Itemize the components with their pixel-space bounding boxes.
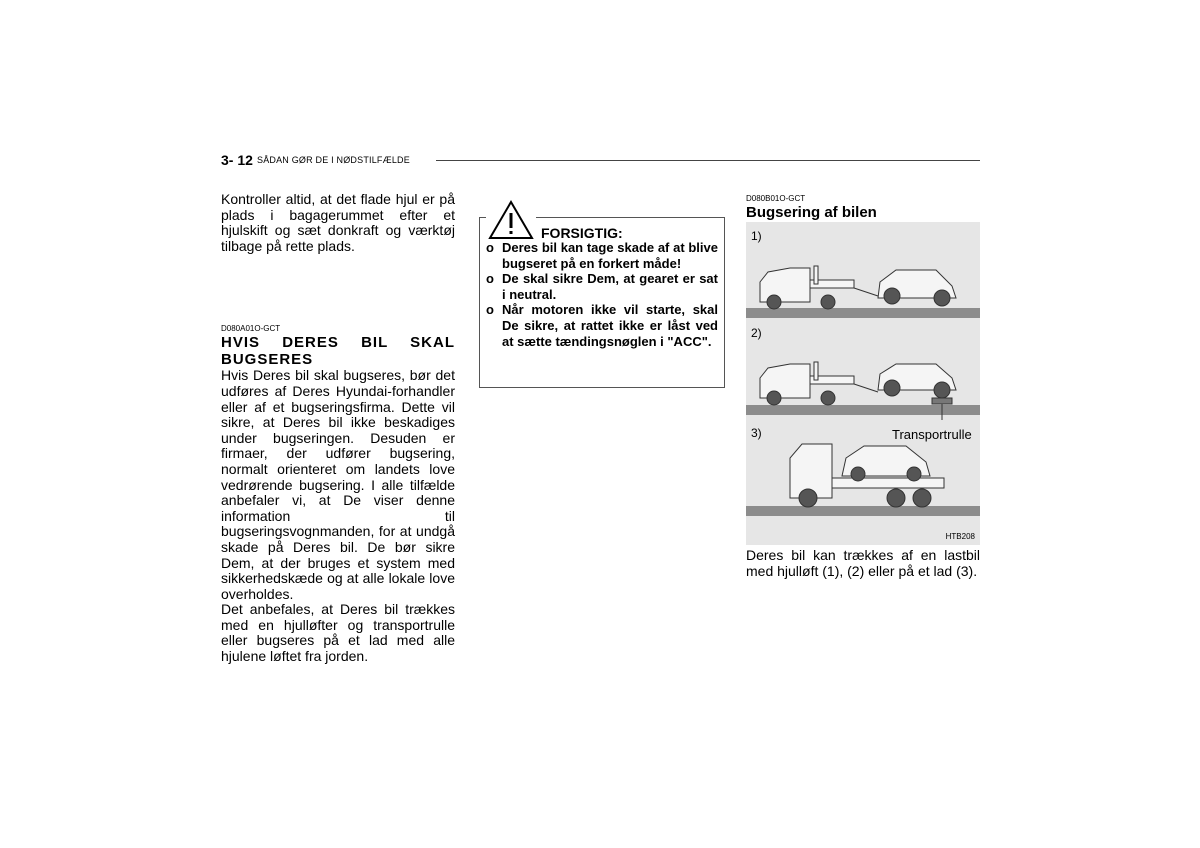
spacer [221,254,455,324]
intro-text: Kontroller altid, at det flade hjul er på plads i bagagerummet efter et hjulskift og sæt donkraft og værktøj tilbage på rette plads. [221,191,455,254]
caution-box [479,217,725,388]
section-code: D080B01O-GCT [746,194,806,203]
caution-item: o De skal sikre Dem, at gearet er sat i neutral. [486,271,718,302]
section-title: SÅDAN GØR DE I NØDSTILFÆLDE [257,155,410,165]
right-column-header [746,194,980,221]
left-column [221,192,455,665]
section-heading: HVIS DERES BIL SKAL BUGSERES [221,334,455,369]
caution-list [486,240,718,349]
body-paragraph: Det anbefales, at Deres bil trækkes med en hjulløfter og transportrulle eller bugseres på et lad med alle hjulene løftet fra jorden. [221,601,455,665]
body-paragraph: Hvis Deres bil skal bugseres, bør det udføres af Deres Hyundai-forhandler eller af et bugseringsfirma. Dette vil sikre, at Deres bil ikke beskadiges under bugseringen. Desuden er firmaer, der udfører bugsering, normalt orienteret om landets love vedrørende bugsering. I alle tilfælde anbefaler vi, at De viser denne information til bugseringsvognmanden, for at undgå skade på Deres bil. De bør sikre Dem, at der bruges et system med sikkerhedskæde og at alle lokale love overholdes. [221,367,455,602]
caution-item: o Deres bil kan tage skade af at blive bugseret på en forkert måde! [486,240,718,271]
page-header [221,152,980,170]
figure-label-1: 1) [751,229,762,243]
warning-triangle-icon [486,198,536,242]
towing-illustration [746,222,980,545]
caution-item: o Når motoren ikke vil starte, skal De sikre, at rattet ikke er låst ved at sætte tændingsnøglen i "ACC". [486,302,718,349]
figure-label-3: 3) [751,426,762,440]
section-code: D080A01O-GCT [221,324,281,334]
figure-label-2: 2) [751,326,762,340]
transportrulle-callout: Transportrulle [892,427,972,442]
figure-tag: HTB208 [945,532,975,541]
page-number: 3- 12 [221,152,253,168]
figure-caption: Deres bil kan trækkes af en lastbil med hjulløft (1), (2) eller på et lad (3). [746,547,980,579]
header-rule [436,160,980,161]
section-heading: Bugsering af bilen [746,204,877,221]
caution-title: FORSIGTIG: [541,225,623,241]
